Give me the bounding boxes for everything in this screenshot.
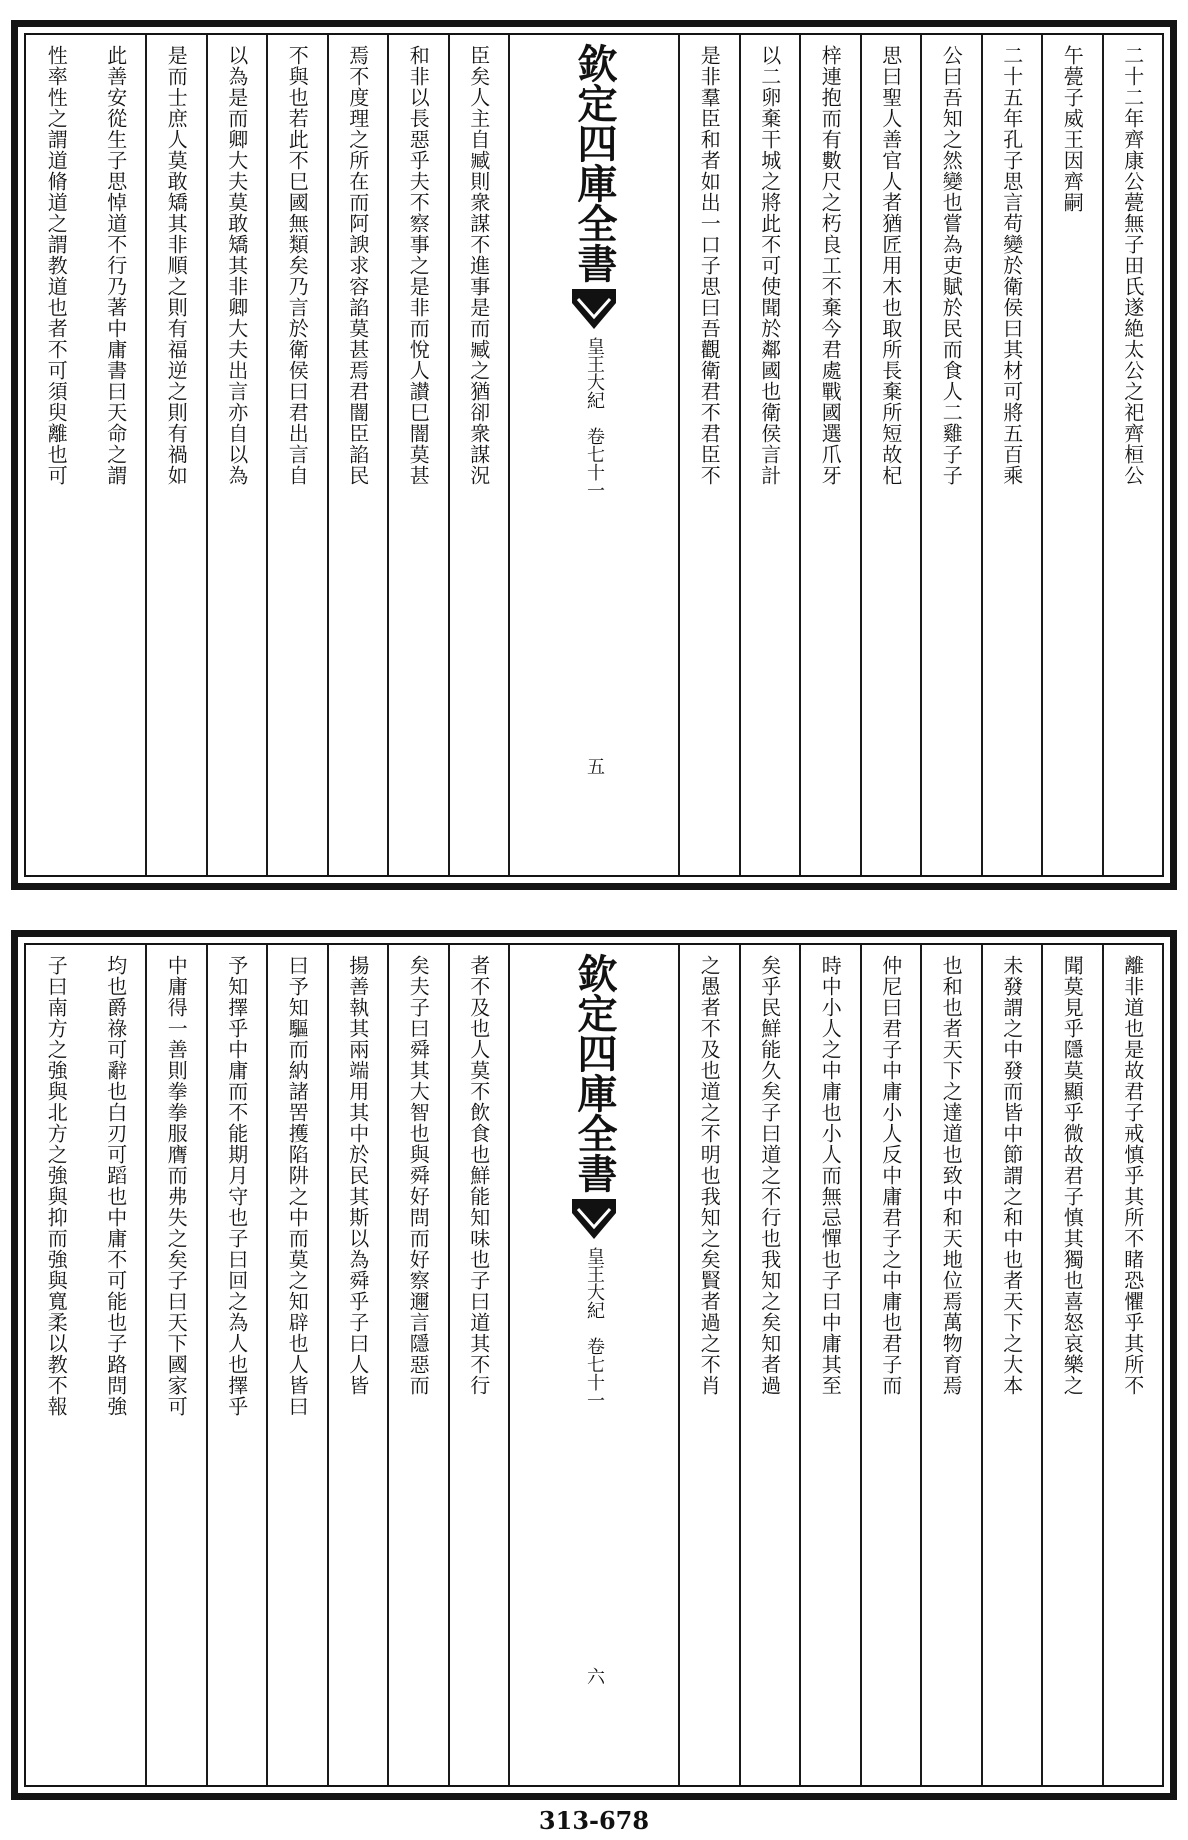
text-column — [389, 945, 450, 1785]
text-column — [922, 945, 983, 1785]
column-text: 是而士庶人莫敢矯其非順之則有福逆之則有禍如 — [164, 45, 189, 486]
column-text: 離非道也是故君子戒慎乎其所不睹恐懼乎其所不 — [1120, 955, 1145, 1396]
text-column — [801, 945, 862, 1785]
column-text: 焉不度理之所在而阿諛求容諂莫甚焉君闇臣諂民 — [345, 45, 370, 486]
column-text: 聞莫見乎隱莫顯乎微故君子慎其獨也喜怒哀樂之 — [1060, 955, 1085, 1396]
text-column — [680, 945, 741, 1785]
text-column — [450, 945, 511, 1785]
text-column — [922, 35, 983, 875]
top-page — [11, 20, 1177, 890]
leaf-number: 六 — [584, 1667, 605, 1685]
page-footer-number: 313-678 — [538, 1806, 650, 1835]
text-column — [862, 945, 923, 1785]
column-text: 梓連抱而有數尺之朽良工不棄今君處戰國選爪牙 — [818, 45, 843, 486]
column-text: 時中小人之中庸也小人而無忌憚也子曰中庸其至 — [818, 955, 843, 1396]
text-column — [329, 35, 390, 875]
column-text: 二十五年孔子思言苟變於衛侯曰其材可將五百乘 — [999, 45, 1024, 486]
column-text: 均也爵祿可辭也白刃可蹈也中庸不可能也子路問強 — [103, 955, 128, 1417]
column-text: 思曰聖人善官人者猶匠用木也取所長棄所短故杞 — [878, 45, 903, 486]
text-column — [87, 945, 148, 1785]
text-column — [147, 945, 208, 1785]
text-column — [87, 35, 148, 875]
column-text: 是非羣臣和者如出一口子思曰吾觀衛君不君臣不 — [697, 45, 722, 486]
book-title: 欽定四庫全書 — [571, 953, 618, 1193]
column-text: 矣乎民鮮能久矣子曰道之不行也我知之矣知者過 — [757, 955, 782, 1396]
text-column — [1104, 945, 1165, 1785]
text-column — [26, 35, 87, 875]
column-text: 以為是而卿大夫莫敢矯其非卿大夫出言亦自以為 — [224, 45, 249, 486]
text-column — [26, 945, 87, 1785]
column-text: 者不及也人莫不飲食也鮮能知味也子曰道其不行 — [466, 955, 491, 1396]
text-column — [450, 35, 511, 875]
text-column — [389, 35, 450, 875]
text-column — [268, 35, 329, 875]
column-text: 不與也若此不巳國無類矣乃言於衛侯曰君出言自 — [285, 45, 310, 486]
center-strip — [510, 35, 680, 875]
column-text: 曰予知驅而納諸罟擭陷阱之中而莫之知辟也人皆曰 — [285, 955, 310, 1417]
text-column — [862, 35, 923, 875]
column-text: 二十二年齊康公甍無子田氏遂絶太公之祀齊桓公 — [1120, 45, 1145, 486]
center-strip — [510, 945, 680, 1785]
text-column — [208, 35, 269, 875]
text-column — [983, 945, 1044, 1785]
fishtail-mark-icon — [572, 289, 616, 329]
text-column — [1043, 945, 1104, 1785]
column-text: 和非以長惡乎夫不察事之是非而悅人讃巳闇莫甚 — [406, 45, 431, 486]
column-text: 性率性之謂道脩道之謂教道也者不可須臾離也可 — [44, 45, 69, 486]
column-text: 子曰南方之強與北方之強與抑而強與寬柔以教不報 — [44, 955, 69, 1417]
column-text: 揚善執其兩端用其中於民其斯以為舜乎子曰人皆 — [345, 955, 370, 1396]
column-text: 午甍子威王因齊嗣 — [1060, 45, 1085, 213]
bottom-page — [11, 930, 1177, 1800]
column-text: 中庸得一善則拳拳服膺而弗失之矣子曰天下國家可 — [164, 955, 189, 1417]
text-column — [329, 945, 390, 1785]
column-text: 予知擇乎中庸而不能期月守也子曰回之為人也擇乎 — [224, 955, 249, 1417]
leaf-number: 五 — [584, 757, 605, 775]
column-text: 此善安從生子思悼道不行乃著中庸書曰天命之謂 — [103, 45, 128, 486]
column-text: 也和也者天下之達道也致中和天地位焉萬物育焉 — [939, 955, 964, 1396]
text-column — [983, 35, 1044, 875]
text-column — [680, 35, 741, 875]
column-text: 矣夫子曰舜其大智也與舜好問而好察邇言隱惡而 — [406, 955, 431, 1396]
column-text: 之愚者不及也道之不明也我知之矣賢者過之不肖 — [697, 955, 722, 1396]
chapter-label: 皇王大紀 卷七十一 — [584, 337, 605, 499]
column-text: 臣矣人主自臧則衆謀不進事是而臧之猶卻衆謀況 — [466, 45, 491, 486]
text-column — [147, 35, 208, 875]
text-column — [1104, 35, 1165, 875]
column-text: 未發謂之中發而皆中節謂之和中也者天下之大本 — [999, 955, 1024, 1396]
bottom-page-frame — [24, 943, 1164, 1787]
text-column — [1043, 35, 1104, 875]
text-column — [208, 945, 269, 1785]
text-column — [741, 35, 802, 875]
column-text: 仲尼曰君子中庸小人反中庸君子之中庸也君子而 — [878, 955, 903, 1396]
chapter-label: 皇王大紀 卷七十一 — [584, 1247, 605, 1409]
fishtail-mark-icon — [572, 1199, 616, 1239]
text-column — [268, 945, 329, 1785]
text-column — [801, 35, 862, 875]
column-text: 以二卵棄干城之將此不可使聞於鄰國也衛侯言計 — [757, 45, 782, 486]
book-title: 欽定四庫全書 — [571, 43, 618, 283]
top-page-frame — [24, 33, 1164, 877]
text-column — [741, 945, 802, 1785]
column-text: 公曰吾知之然變也嘗為吏賦於民而食人二雞子子 — [939, 45, 964, 486]
